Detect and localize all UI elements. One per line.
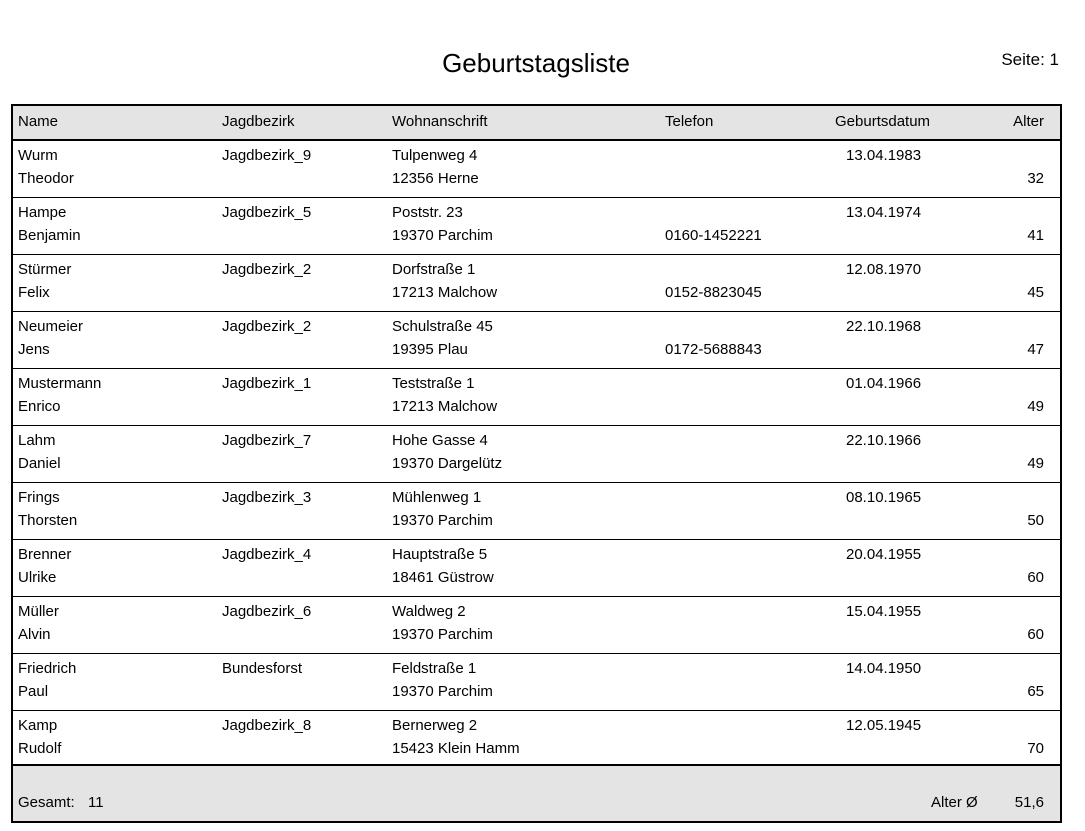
column-header-phone: Telefon — [665, 113, 714, 130]
city: 19370 Parchim — [392, 626, 493, 643]
bezirk: Jagdbezirk_4 — [222, 546, 312, 563]
column-header-birthdate: Geburtsdatum — [835, 113, 931, 130]
city: 19395 Plau — [392, 341, 468, 358]
city: 17213 Malchow — [392, 398, 498, 415]
birthdate: 20.04.1955 — [846, 546, 922, 563]
city: 17213 Malchow — [392, 284, 498, 301]
first-name: Felix — [18, 284, 50, 301]
city: 19370 Dargelütz — [392, 455, 503, 472]
birthdate: 12.05.1945 — [846, 717, 922, 734]
table-row — [13, 141, 1060, 198]
table-row — [13, 540, 1060, 597]
report-table — [11, 104, 1062, 823]
bezirk: Jagdbezirk_3 — [222, 489, 312, 506]
age: 45 — [1027, 284, 1044, 301]
first-name: Benjamin — [18, 227, 81, 244]
bezirk: Jagdbezirk_6 — [222, 603, 312, 620]
bezirk: Jagdbezirk_1 — [222, 375, 312, 392]
total-label: Gesamt: — [18, 794, 75, 811]
bezirk: Jagdbezirk_8 — [222, 717, 312, 734]
table-row — [13, 711, 1060, 768]
bezirk: Jagdbezirk_9 — [222, 147, 312, 164]
birthdate: 01.04.1966 — [846, 375, 922, 392]
table-body — [13, 141, 1060, 768]
table-row — [13, 654, 1060, 711]
birthdate: 12.08.1970 — [846, 261, 922, 278]
column-header-name: Name — [18, 113, 59, 130]
total-count: 11 — [88, 794, 104, 811]
age: 41 — [1027, 227, 1044, 244]
birthdate: 14.04.1950 — [846, 660, 922, 677]
street: Mühlenweg 1 — [392, 489, 482, 506]
table-row — [13, 426, 1060, 483]
table-row — [13, 255, 1060, 312]
bezirk: Jagdbezirk_7 — [222, 432, 312, 449]
table-row — [13, 369, 1060, 426]
bezirk: Jagdbezirk_2 — [222, 261, 312, 278]
last-name: Wurm — [18, 147, 58, 164]
age: 49 — [1027, 398, 1044, 415]
city: 12356 Herne — [392, 170, 479, 187]
last-name: Frings — [18, 489, 60, 506]
first-name: Paul — [18, 683, 49, 700]
age: 70 — [1027, 740, 1044, 757]
street: Teststraße 1 — [392, 375, 475, 392]
street: Hauptstraße 5 — [392, 546, 488, 563]
first-name: Theodor — [18, 170, 74, 187]
first-name: Rudolf — [18, 740, 62, 757]
last-name: Friedrich — [18, 660, 77, 677]
age: 60 — [1027, 626, 1044, 643]
last-name: Müller — [18, 603, 59, 620]
age: 47 — [1027, 341, 1044, 358]
last-name: Hampe — [18, 204, 67, 221]
birthdate: 22.10.1968 — [846, 318, 922, 335]
report-title: Geburtstagsliste — [442, 48, 630, 78]
phone: 0172-5688843 — [665, 341, 762, 358]
street: Waldweg 2 — [392, 603, 466, 620]
first-name: Alvin — [18, 626, 51, 643]
birthdate: 13.04.1974 — [846, 204, 922, 221]
age: 32 — [1027, 170, 1044, 187]
bezirk: Jagdbezirk_5 — [222, 204, 312, 221]
last-name: Mustermann — [18, 375, 102, 392]
birthdate: 15.04.1955 — [846, 603, 922, 620]
street: Poststr. 23 — [392, 204, 463, 221]
birthdate: 13.04.1983 — [846, 147, 922, 164]
birthdate: 08.10.1965 — [846, 489, 922, 506]
age: 50 — [1027, 512, 1044, 529]
table-row — [13, 597, 1060, 654]
city: 18461 Güstrow — [392, 569, 494, 586]
first-name: Jens — [18, 341, 50, 358]
age: 65 — [1027, 683, 1044, 700]
city: 19370 Parchim — [392, 512, 493, 529]
phone: 0160-1452221 — [665, 227, 762, 244]
city: 15423 Klein Hamm — [392, 740, 520, 757]
last-name: Neumeier — [18, 318, 84, 335]
street: Bernerweg 2 — [392, 717, 478, 734]
street: Schulstraße 45 — [392, 318, 493, 335]
bezirk: Jagdbezirk_2 — [222, 318, 312, 335]
page-number: Seite: 1 — [1001, 50, 1059, 69]
average-age-label: Alter Ø — [931, 794, 978, 811]
column-header-age: Alter — [1013, 113, 1044, 130]
bezirk: Bundesforst — [222, 660, 303, 677]
last-name: Lahm — [18, 432, 56, 449]
street: Tulpenweg 4 — [392, 147, 478, 164]
first-name: Daniel — [18, 455, 61, 472]
last-name: Kamp — [18, 717, 58, 734]
table-row — [13, 312, 1060, 369]
street: Feldstraße 1 — [392, 660, 477, 677]
table-header — [13, 106, 1060, 141]
city: 19370 Parchim — [392, 683, 493, 700]
column-header-address: Wohnanschrift — [392, 113, 488, 130]
table-footer — [13, 764, 1060, 821]
age: 60 — [1027, 569, 1044, 586]
city: 19370 Parchim — [392, 227, 493, 244]
column-header-bezirk: Jagdbezirk — [222, 113, 295, 130]
street: Hohe Gasse 4 — [392, 432, 488, 449]
birthdate: 22.10.1966 — [846, 432, 922, 449]
last-name: Stürmer — [18, 261, 72, 278]
table-row — [13, 198, 1060, 255]
first-name: Ulrike — [18, 569, 57, 586]
last-name: Brenner — [18, 546, 72, 563]
age: 49 — [1027, 455, 1044, 472]
table-row — [13, 483, 1060, 540]
phone: 0152-8823045 — [665, 284, 762, 301]
average-age-value: 51,6 — [1014, 794, 1044, 811]
street: Dorfstraße 1 — [392, 261, 476, 278]
first-name: Thorsten — [18, 512, 78, 529]
first-name: Enrico — [18, 398, 61, 415]
